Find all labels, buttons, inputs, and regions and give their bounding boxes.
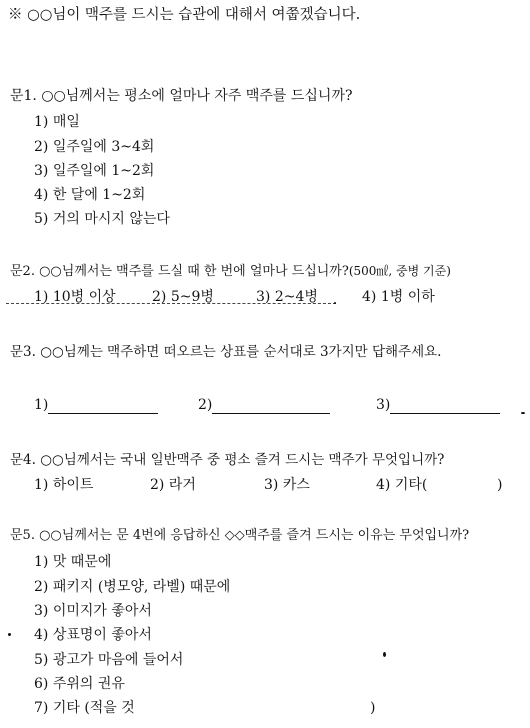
q1-option-5[interactable]: 5) 거의 마시지 않는다 xyxy=(34,211,170,227)
q5-option-7[interactable]: 7) 기타 (적을 것 xyxy=(34,700,135,716)
q5-option-2[interactable]: 2) 패키지 (병모양, 라벨) 때문에 xyxy=(34,579,231,595)
q3-answer-1[interactable] xyxy=(34,396,158,414)
q5-option-3[interactable]: 3) 이미지가 좋아서 xyxy=(34,603,152,619)
q4-option-4-close: ) xyxy=(497,477,503,493)
q1-option-1[interactable]: 1) 매일 xyxy=(34,114,80,130)
q4-option-2[interactable]: 2) 라거 xyxy=(150,477,196,493)
q3-answer-2[interactable] xyxy=(198,396,330,414)
q1-option-4[interactable]: 4) 한 달에 1~2회 xyxy=(34,187,146,203)
q5-title: 문5. ○○님께서는 문 4번에 응답하신 ◇◇맥주를 즐겨 드시는 이유는 무엇입니까? xyxy=(10,528,470,543)
q4-option-4[interactable]: 4) 기타( xyxy=(376,477,428,493)
scan-speck xyxy=(521,412,525,414)
q5-option-6[interactable]: 6) 주위의 권유 xyxy=(34,676,125,692)
q3-title: 문3. ○○님께는 맥주하면 떠오르는 상표를 순서대로 3가지만 답해주세요. xyxy=(10,344,442,360)
q4-option-1[interactable]: 1) 하이트 xyxy=(34,477,94,493)
q3-answer-2-blank[interactable] xyxy=(212,399,330,414)
survey-intro: ※ ○○님이 맥주를 드시는 습관에 대해서 여쭙겠습니다. xyxy=(8,7,361,23)
q5-option-1[interactable]: 1) 맛 때문에 xyxy=(34,554,112,570)
q1-title: 문1. ○○님께서는 평소에 얼마나 자주 맥주를 드십니까? xyxy=(10,88,353,104)
q4-option-3[interactable]: 3) 카스 xyxy=(264,477,310,493)
q5-option-7-close: ) xyxy=(370,700,376,716)
q3-answer-2-label: 2) xyxy=(198,397,213,413)
scan-speck xyxy=(383,652,386,657)
scan-speck xyxy=(334,302,336,304)
q2-option-4[interactable]: 4) 1병 이하 xyxy=(362,289,435,305)
q2-title-text: 문2. ○○님께서는 맥주를 드실 때 한 번에 얼마나 드십니까? xyxy=(10,264,349,279)
q2-option-3[interactable]: 3) 2~4병 xyxy=(256,289,318,305)
q2-title xyxy=(10,262,451,281)
q5-option-5[interactable]: 5) 광고가 마음에 들어서 xyxy=(34,652,184,668)
q3-answer-3-label: 3) xyxy=(376,397,391,413)
q3-answer-3[interactable] xyxy=(376,396,500,414)
q1-option-3[interactable]: 3) 일주일에 1~2회 xyxy=(34,163,155,179)
q3-answer-1-label: 1) xyxy=(34,397,49,413)
q2-title-note: (500㎖, 중병 기준) xyxy=(348,264,451,278)
q3-answer-3-blank[interactable] xyxy=(390,399,500,414)
q2-option-1[interactable]: 1) 10병 이상 xyxy=(34,289,116,305)
q2-option-2[interactable]: 2) 5~9병 xyxy=(152,289,214,305)
q3-answer-1-blank[interactable] xyxy=(48,399,158,414)
q1-option-2[interactable]: 2) 일주일에 3~4회 xyxy=(34,139,155,155)
q4-title: 문4. ○○님께서는 국내 일반맥주 중 평소 즐겨 드시는 맥주가 무엇입니까? xyxy=(10,452,445,468)
scan-speck xyxy=(8,633,11,636)
q5-option-4[interactable]: 4) 상표명이 좋아서 xyxy=(34,627,152,643)
